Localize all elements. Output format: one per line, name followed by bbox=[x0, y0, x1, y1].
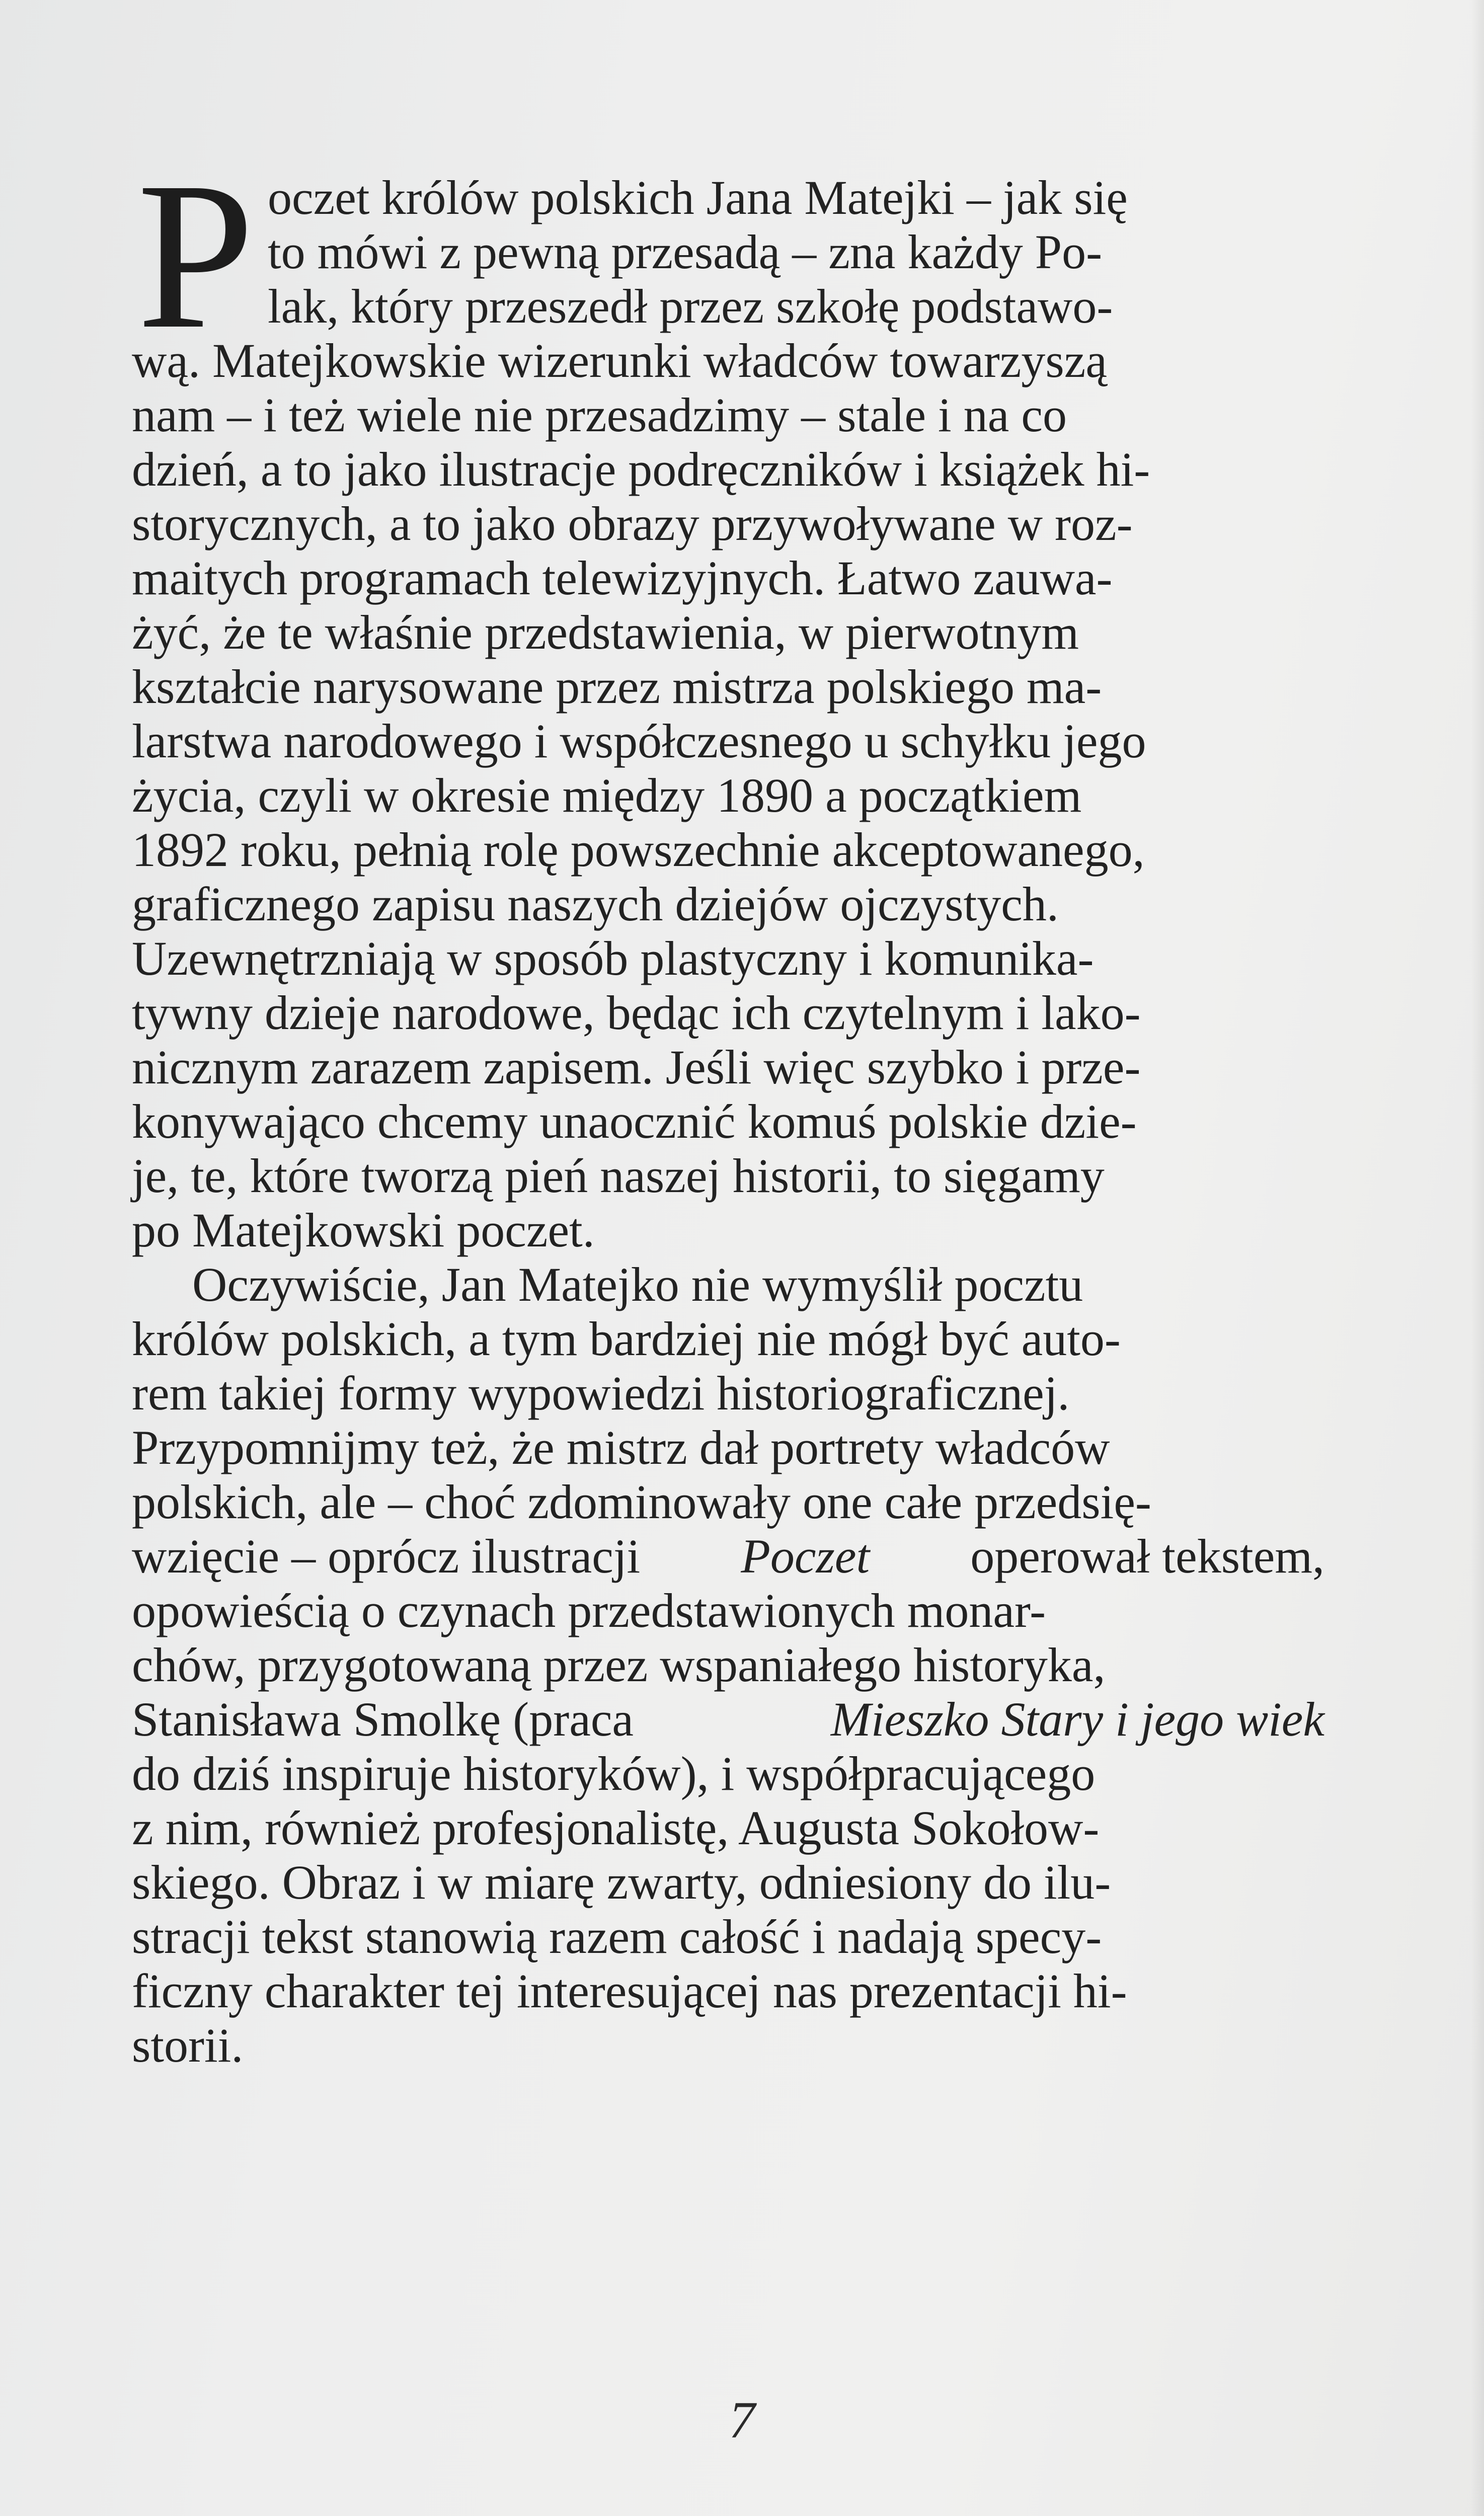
text-line: oczet królów polskich Jana Matejki – jak się bbox=[268, 171, 1128, 224]
text-line: storii. bbox=[132, 2018, 244, 2072]
text-line: wą. Matejkowskie wizerunki władców towarzyszą bbox=[132, 334, 1107, 387]
text-line: kształcie narysowane przez mistrza polskiego ma- bbox=[132, 660, 1102, 714]
text-line: opowieścią o czynach przedstawionych monar- bbox=[132, 1584, 1046, 1637]
text-line: graficznego zapisu naszych dziejów ojczystych. bbox=[132, 877, 1059, 931]
text-line: Przypomnijmy też, że mistrz dał portrety władców bbox=[132, 1421, 1110, 1474]
text-line: chów, przygotowaną przez wspaniałego historyka, bbox=[132, 1638, 1106, 1692]
text-line: żyć, że te właśnie przedstawienia, w pierwotnym bbox=[132, 605, 1079, 659]
text-line: dzień, a to jako ilustracje podręczników i książek hi- bbox=[132, 442, 1150, 496]
body-text bbox=[132, 138, 1324, 2374]
page-edge-shadow bbox=[1471, 0, 1484, 2516]
text-line: Uzewnętrzniają w sposób plastyczny i komunika- bbox=[132, 931, 1094, 985]
italic-title: Mieszko Stary i jego wiek bbox=[830, 1692, 1324, 1746]
text-line: je, te, które tworzą pień naszej historii, to sięgamy bbox=[132, 1149, 1105, 1203]
text-line: skiego. Obraz i w miarę zwarty, odniesiony do ilu- bbox=[132, 1855, 1111, 1909]
drop-cap: P bbox=[137, 138, 255, 372]
text-line: storycznych, a to jako obrazy przywoływane w roz- bbox=[132, 497, 1133, 551]
page-number: 7 bbox=[729, 2391, 755, 2449]
text-line: rem takiej formy wypowiedzi historiograficznej. bbox=[132, 1366, 1070, 1420]
text-line: Stanisława Smolkę (praca Mieszko Stary i jego wiek bbox=[132, 1692, 1324, 1746]
text-line: larstwa narodowego i współczesnego u schyłku jego bbox=[132, 714, 1146, 768]
text-line: 1892 roku, pełnią rolę powszechnie akceptowanego, bbox=[132, 823, 1145, 877]
text-line: królów polskich, a tym bardziej nie mógł być auto- bbox=[132, 1312, 1121, 1366]
text-line: polskich, ale – choć zdominowały one całe przedsię- bbox=[132, 1475, 1151, 1529]
text-line: lak, który przeszedł przez szkołę podstawo- bbox=[268, 279, 1113, 333]
text-line: nicznym zarazem zapisem. Jeśli więc szybko i prze- bbox=[132, 1040, 1141, 1094]
text-line: nam – i też wiele nie przesadzimy – stale i na co bbox=[132, 388, 1067, 442]
text-line: do dziś inspiruje historyków), i współpracującego bbox=[132, 1747, 1096, 1800]
text-line: po Matejkowski poczet. bbox=[132, 1203, 595, 1257]
text-line: Oczywiście, Jan Matejko nie wymyślił pocztu bbox=[192, 1257, 1083, 1311]
text-line: to mówi z pewną przesadą – zna każdy Po- bbox=[268, 225, 1103, 279]
text-line: życia, czyli w okresie między 1890 a początkiem bbox=[132, 768, 1082, 822]
text-line: z nim, również profesjonalistę, Augusta Sokołow- bbox=[132, 1801, 1100, 1855]
text-line: wzięcie – oprócz ilustracji Poczet operował tekstem, bbox=[132, 1529, 1324, 1583]
text-line: konywająco chcemy unaocznić komuś polskie dzie- bbox=[132, 1094, 1137, 1148]
text-line: stracji tekst stanowią razem całość i nadają specy- bbox=[132, 1910, 1102, 1963]
text-line: ficzny charakter tej interesującej nas prezentacji hi- bbox=[132, 1964, 1127, 2018]
text-line: maitych programach telewizyjnych. Łatwo zauwa- bbox=[132, 551, 1113, 605]
italic-title: Poczet bbox=[741, 1529, 870, 1583]
text-line: tywny dzieje narodowe, będąc ich czytelnym i lako- bbox=[132, 986, 1141, 1040]
